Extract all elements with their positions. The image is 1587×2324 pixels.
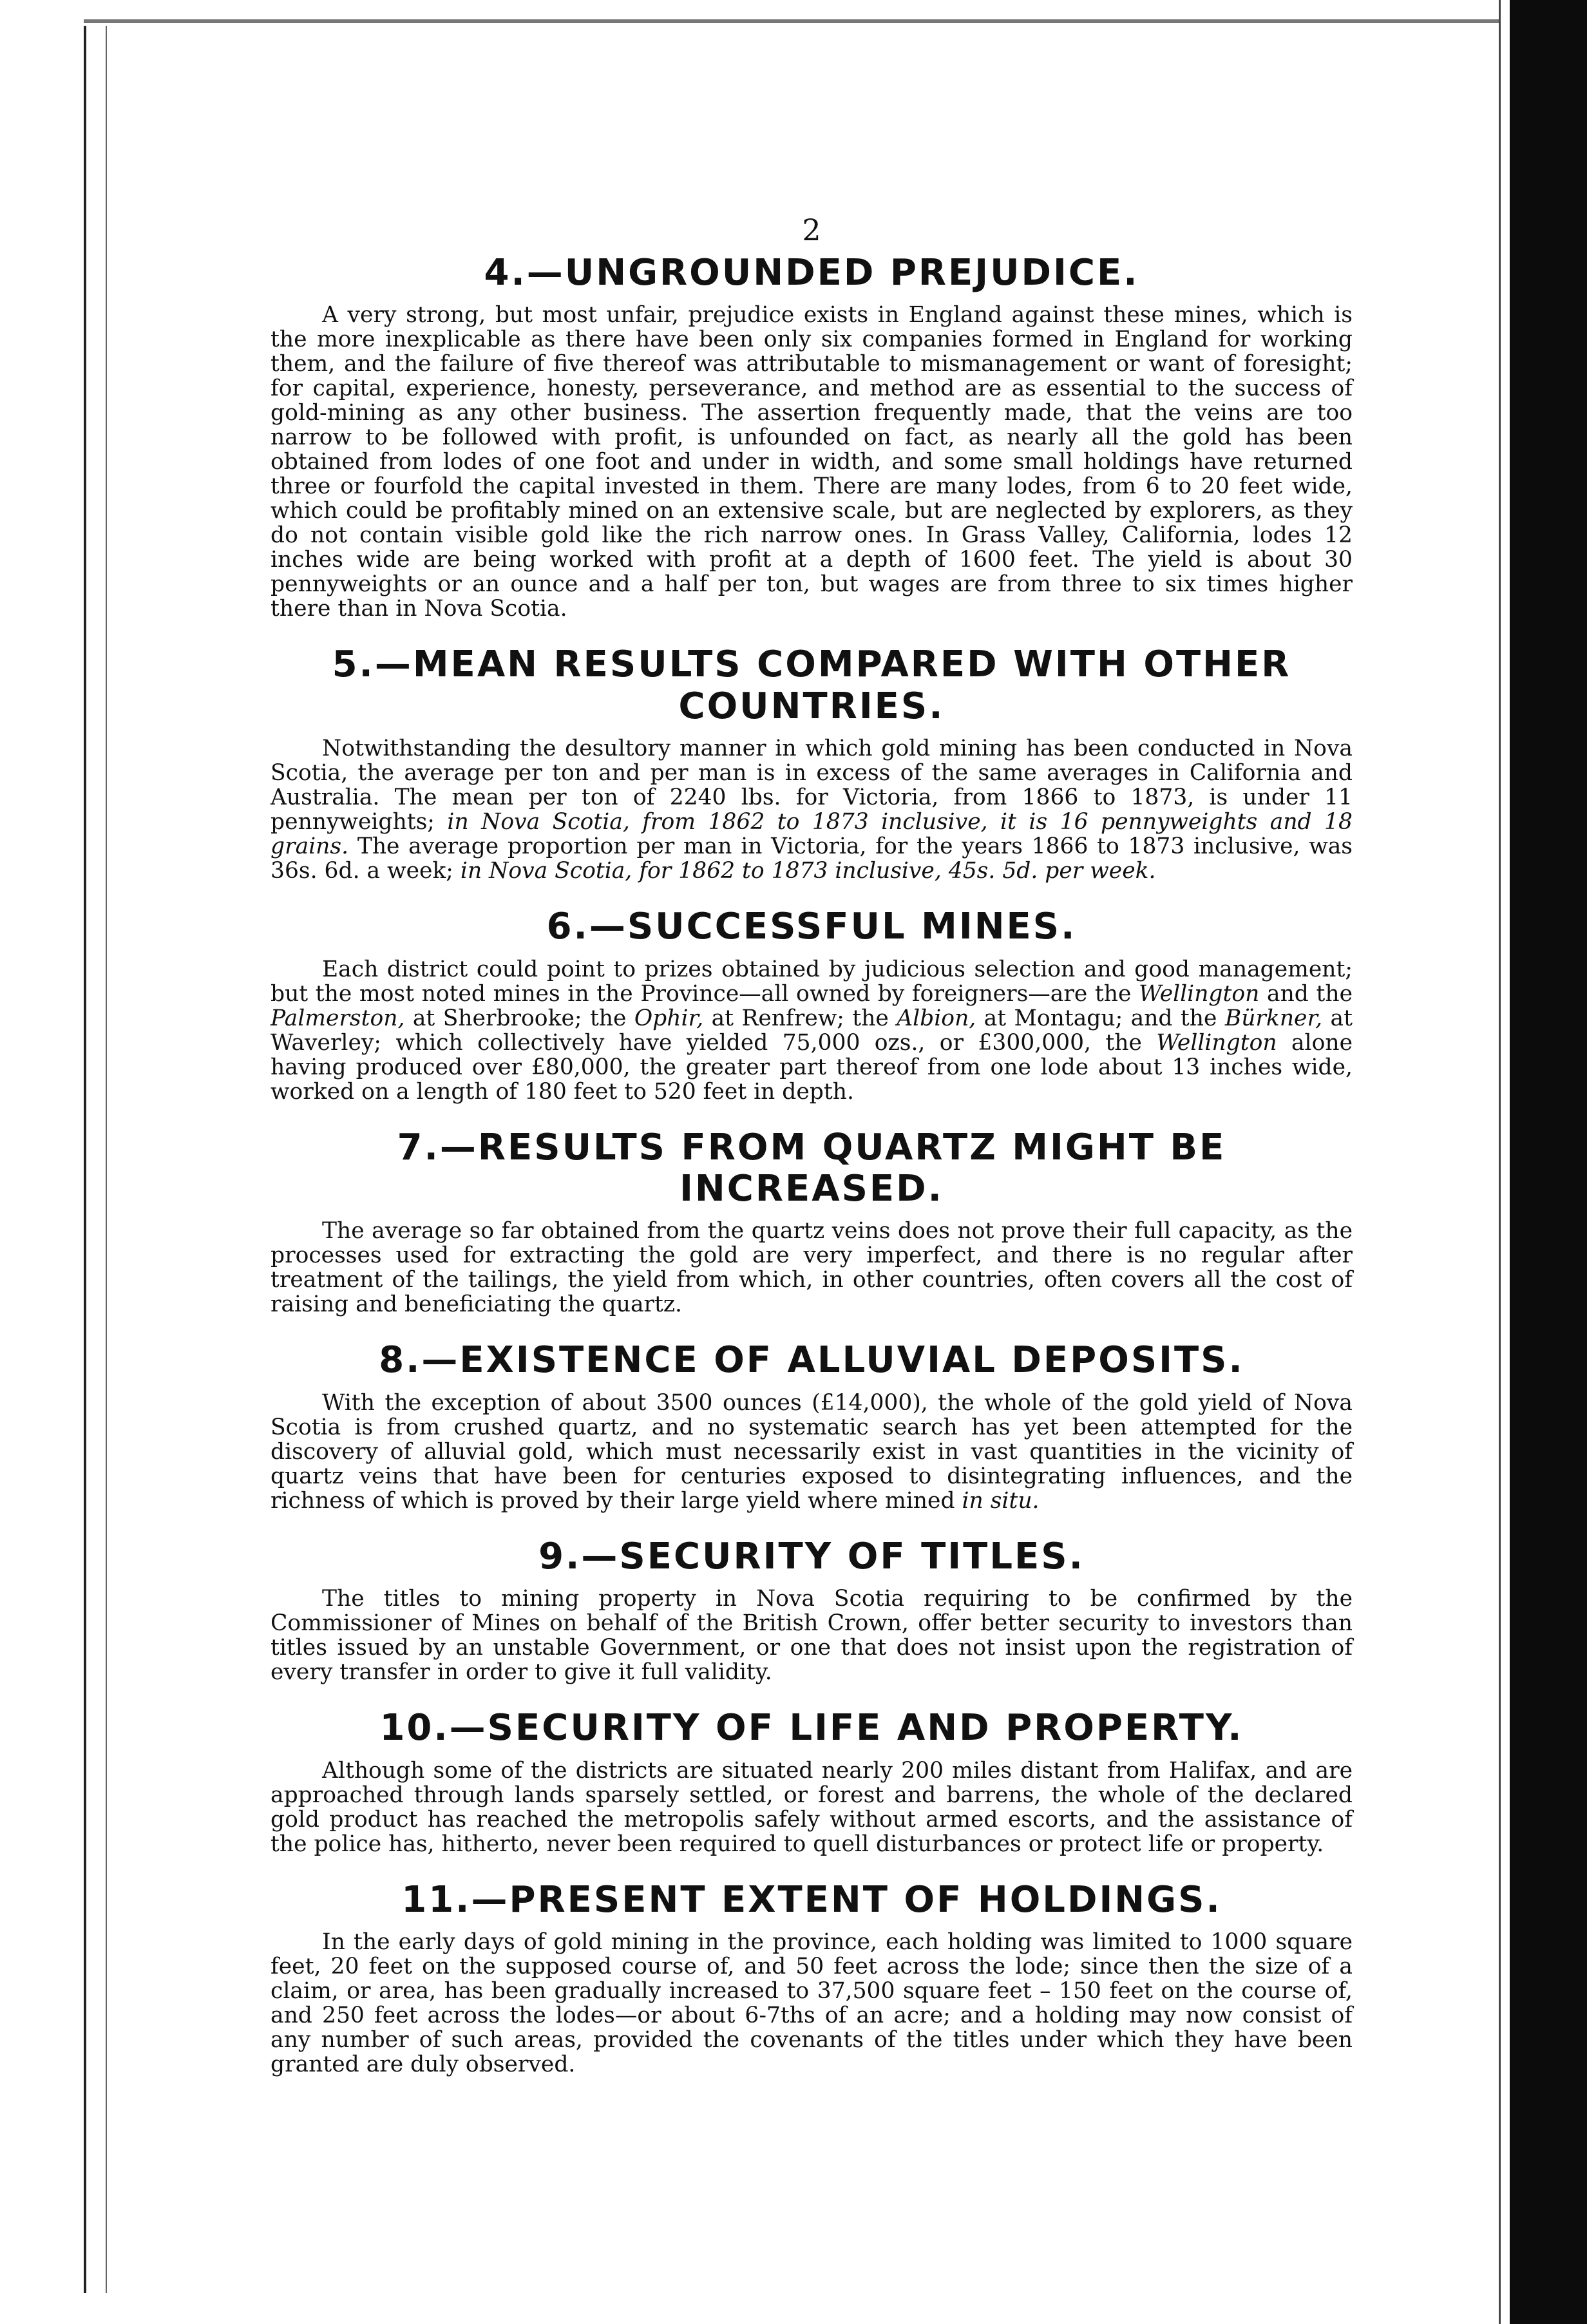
section-heading: 5.—MEAN RESULTS COMPARED WITH OTHER COUNTRIES. xyxy=(332,643,1291,727)
section-successful-mines xyxy=(271,906,1353,1103)
section-heading: 7.—RESULTS FROM QUARTZ MIGHT BE INCREASED. xyxy=(397,1126,1226,1210)
paragraph-text: at Renfrew; the xyxy=(703,1005,897,1031)
section-paragraph: A very strong, but most unfair, prejudice exists in England against these mines, which is the more inexplicable as there have been only six companies formed in England for working them, and the failure of five thereof was attributable to mismanagement or want of foresight; for capital, experience, honesty, perseverance, and method are as essential to the success of gold-mining as any other business. The assertion frequently made, that the veins are too narrow to be followed with profit, is unfounded on fact, as nearly all the gold has been obtained from lodes of one foot and under in width, and some small holdings have returned three or fourfold the capital invested in them. There are many lodes, from 6 to 20 feet wide, which could be profitably mined on an extensive scale, but are neglected by explorers, as they do not contain visible gold like the rich narrow ones. In Grass Valley, California, lodes 12 inches wide are being worked with profit at a depth of 1600 feet. The yield is about 30 pennyweights or an ounce and a half per ton, but wages are from three to six times higher there than in Nova Scotia. xyxy=(271,302,1353,622)
section-heading: 11.—PRESENT EXTENT OF HOLDINGS. xyxy=(401,1878,1222,1921)
section-quartz-results xyxy=(271,1127,1353,1317)
section-paragraph xyxy=(271,736,1353,883)
section-security-of-titles xyxy=(271,1536,1353,1684)
scan-border-top xyxy=(84,19,1507,23)
scan-border-left xyxy=(84,26,107,2293)
section-heading: 6.—SUCCESSFUL MINES. xyxy=(546,906,1077,948)
section-paragraph xyxy=(271,957,1353,1104)
section-heading: 8.—EXISTENCE OF ALLUVIAL DEPOSITS. xyxy=(379,1339,1244,1382)
paragraph-italic-text: in Nova Scotia, for 1862 to 1873 inclusive, 45s. 5d. per week. xyxy=(460,858,1156,884)
mine-name-ophir: Ophir, xyxy=(634,1005,704,1031)
paragraph-text: at Sherbrooke; the xyxy=(404,1005,634,1031)
paragraph-text: The average proportion per man in Victoria, for the years 1866 to 1873 inclusive, was 36s. 6d. a week; xyxy=(271,833,1353,884)
mine-name-palmerston: Palmerston, xyxy=(271,1005,405,1031)
paragraph-text: alone having produced over £80,000, the greater part thereof from one lode about 13 inches wide, worked on a length of 180 feet to 520 feet in depth. xyxy=(271,1029,1353,1105)
mine-name-albion: Albion, xyxy=(897,1005,976,1031)
scanner-dark-edge xyxy=(1510,0,1587,2324)
section-heading: 10.—SECURITY OF LIFE AND PROPERTY. xyxy=(379,1707,1244,1749)
mine-name-burkner: Bürkner, xyxy=(1224,1005,1323,1031)
page-edge-line xyxy=(1499,0,1510,2324)
mine-name-wellington: Wellington xyxy=(1156,1029,1277,1056)
paragraph-text: at Montagu; and the xyxy=(976,1005,1225,1031)
section-heading: 9.—SECURITY OF TITLES. xyxy=(538,1535,1085,1577)
section-paragraph: Although some of the districts are situated nearly 200 miles distant from Halifax, and are approached through lands sparsely settled, or forest and barrens, the whole of the declared gold product has reached the metropolis safely without armed escorts, and the assistance of the police has, hitherto, never been required to quell disturbances or protect life or property. xyxy=(271,1757,1353,1857)
paragraph-italic-text: in Nova Scotia, from 1862 to 1873 inclusive, it is 16 pennyweights and 18 grains. xyxy=(271,809,1353,860)
section-extent-of-holdings xyxy=(271,1880,1353,2077)
section-unfounded-prejudice xyxy=(271,252,1353,621)
section-mean-results xyxy=(271,644,1353,883)
section-paragraph xyxy=(271,1391,1353,1513)
section-paragraph: The average so far obtained from the quartz veins does not prove their full capacity, as the processes used for extracting the gold are very imperfect, and there is no regular after treatment of the tailings, the yield from which, in other countries, often covers all the cost of raising and beneficiating the quartz. xyxy=(271,1218,1353,1318)
mine-name-wellington: Wellington xyxy=(1139,980,1260,1007)
paragraph-italic-text: in situ. xyxy=(962,1487,1040,1514)
paragraph-text: and the xyxy=(1259,980,1353,1007)
page-number: 2 xyxy=(802,213,821,247)
section-paragraph: The titles to mining property in Nova Scotia requiring to be confirmed by the Commissioner of Mines on behalf of the British Crown, offer better security to investors than titles issued by an unstable Government, or one that does not insist upon the registration of every transfer in order to give it full validity. xyxy=(271,1586,1353,1686)
section-paragraph: In the early days of gold mining in the province, each holding was limited to 1000 square feet, 20 feet on the supposed course of, and 50 feet across the lode; since then the size of a claim, or area, has been gradually increased to 37,500 square feet – 150 feet on the course of, and 250 feet across the lodes—or about 6-7ths of an acre; and a holding may now consist of any number of such areas, provided the covenants of the titles under which they have been granted are duly observed. xyxy=(271,1929,1353,2077)
document-page xyxy=(271,213,1353,2100)
paragraph-text: at Waverley; which collectively have yielded 75,000 ozs., or £300,000, the xyxy=(271,1005,1353,1056)
paragraph-text: Each district could point to prizes obtained by judicious selection and good management; but the most noted mines in the Province—all owned by foreigners—are the xyxy=(271,956,1353,1007)
paragraph-text: Notwithstanding the desultory manner in which gold mining has been conducted in Nova Scotia, the average per ton and per man is in excess of the same averages in California and Australia. The mean per ton of 2240 lbs. for Victoria, from 1866 to 1873, is under 11 pennyweights; xyxy=(271,736,1353,835)
section-security-of-life xyxy=(271,1708,1353,1856)
section-alluvial-deposits xyxy=(271,1340,1353,1512)
section-heading: 4.—UNGROUNDED PREJUDICE. xyxy=(484,252,1139,294)
paragraph-text: With the exception of about 3500 ounces (£14,000), the whole of the gold yield of Nova Scotia is from crushed quartz, and no systematic search has yet been attempted for the discovery of alluvial gold, which must necessarily exist in vast quantities in the vicinity of quartz veins that have been for centuries exposed to disintegrating influences, and the richness of which is proved by their large yield where mined xyxy=(271,1389,1353,1514)
